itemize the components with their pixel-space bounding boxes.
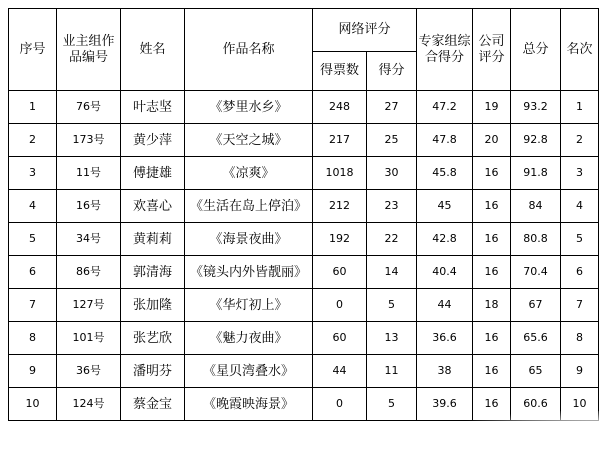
row-votes: 44 — [313, 355, 367, 388]
table-row — [9, 157, 599, 190]
row-online-points: 25 — [367, 124, 417, 157]
table-row — [9, 355, 599, 388]
row-votes: 0 — [313, 289, 367, 322]
row-name: 傅捷雄 — [121, 157, 185, 190]
row-rank-no: 2 — [9, 124, 57, 157]
header-name: 姓名 — [121, 9, 185, 91]
row-rank-no: 1 — [9, 91, 57, 124]
row-votes: 0 — [313, 388, 367, 421]
row-work-title: 《星贝湾叠水》 — [185, 355, 313, 388]
row-company-score: 20 — [473, 124, 511, 157]
row-name: 蔡金宝 — [121, 388, 185, 421]
row-place: 6 — [561, 256, 599, 289]
row-entry-no: 101号 — [57, 322, 121, 355]
row-votes: 1018 — [313, 157, 367, 190]
row-company-score: 19 — [473, 91, 511, 124]
row-company-score: 18 — [473, 289, 511, 322]
row-online-points: 13 — [367, 322, 417, 355]
row-rank-no: 7 — [9, 289, 57, 322]
row-total: 65 — [511, 355, 561, 388]
row-expert-score: 44 — [417, 289, 473, 322]
table-row — [9, 289, 599, 322]
header-votes: 得票数 — [313, 52, 367, 91]
row-name: 潘明芬 — [121, 355, 185, 388]
row-work-title: 《华灯初上》 — [185, 289, 313, 322]
row-online-points: 22 — [367, 223, 417, 256]
row-work-title: 《镜头内外皆靓丽》 — [185, 256, 313, 289]
row-rank-no: 10 — [9, 388, 57, 421]
table-header — [9, 9, 599, 91]
row-company-score: 16 — [473, 256, 511, 289]
row-total: 93.2 — [511, 91, 561, 124]
table-row — [9, 190, 599, 223]
header-expert-score: 专家组综合得分 — [417, 9, 473, 91]
row-place: 5 — [561, 223, 599, 256]
row-expert-score: 40.4 — [417, 256, 473, 289]
row-votes: 217 — [313, 124, 367, 157]
row-place: 4 — [561, 190, 599, 223]
header-online-points: 得分 — [367, 52, 417, 91]
row-entry-no: 36号 — [57, 355, 121, 388]
row-votes: 212 — [313, 190, 367, 223]
header-online-score-group: 网络评分 — [313, 9, 417, 52]
row-votes: 192 — [313, 223, 367, 256]
row-online-points: 30 — [367, 157, 417, 190]
row-work-title: 《凉爽》 — [185, 157, 313, 190]
row-online-points: 23 — [367, 190, 417, 223]
row-work-title: 《天空之城》 — [185, 124, 313, 157]
row-rank-no: 4 — [9, 190, 57, 223]
table-row — [9, 124, 599, 157]
row-rank-no: 6 — [9, 256, 57, 289]
row-name: 黄莉莉 — [121, 223, 185, 256]
row-total: 80.8 — [511, 223, 561, 256]
row-total: 67 — [511, 289, 561, 322]
row-rank-no: 3 — [9, 157, 57, 190]
row-place: 9 — [561, 355, 599, 388]
row-total: 91.8 — [511, 157, 561, 190]
row-rank-no: 5 — [9, 223, 57, 256]
row-votes: 60 — [313, 256, 367, 289]
table-body — [9, 91, 599, 421]
row-company-score: 16 — [473, 157, 511, 190]
row-name: 叶志坚 — [121, 91, 185, 124]
row-work-title: 《梦里水乡》 — [185, 91, 313, 124]
row-total: 84 — [511, 190, 561, 223]
header-work-title: 作品名称 — [185, 9, 313, 91]
row-expert-score: 36.6 — [417, 322, 473, 355]
header-entry-no: 业主组作品编号 — [57, 9, 121, 91]
row-entry-no: 34号 — [57, 223, 121, 256]
row-entry-no: 127号 — [57, 289, 121, 322]
row-online-points: 27 — [367, 91, 417, 124]
row-entry-no: 11号 — [57, 157, 121, 190]
row-expert-score: 45.8 — [417, 157, 473, 190]
row-online-points: 5 — [367, 289, 417, 322]
row-work-title: 《海景夜曲》 — [185, 223, 313, 256]
header-total: 总分 — [511, 9, 561, 91]
row-place: 2 — [561, 124, 599, 157]
row-work-title: 《生活在岛上停泊》 — [185, 190, 313, 223]
row-entry-no: 86号 — [57, 256, 121, 289]
row-rank-no: 8 — [9, 322, 57, 355]
row-entry-no: 173号 — [57, 124, 121, 157]
table-row — [9, 223, 599, 256]
row-name: 郭清海 — [121, 256, 185, 289]
row-total: 60.6 — [511, 388, 561, 421]
row-place: 3 — [561, 157, 599, 190]
row-total: 65.6 — [511, 322, 561, 355]
row-online-points: 11 — [367, 355, 417, 388]
row-company-score: 16 — [473, 190, 511, 223]
row-company-score: 16 — [473, 355, 511, 388]
row-place: 7 — [561, 289, 599, 322]
results-table — [8, 8, 599, 421]
row-expert-score: 39.6 — [417, 388, 473, 421]
row-work-title: 《晚霞映海景》 — [185, 388, 313, 421]
row-company-score: 16 — [473, 388, 511, 421]
row-expert-score: 47.2 — [417, 91, 473, 124]
row-expert-score: 42.8 — [417, 223, 473, 256]
row-votes: 248 — [313, 91, 367, 124]
row-online-points: 5 — [367, 388, 417, 421]
row-entry-no: 16号 — [57, 190, 121, 223]
row-rank-no: 9 — [9, 355, 57, 388]
row-name: 张加隆 — [121, 289, 185, 322]
table-row — [9, 91, 599, 124]
row-company-score: 16 — [473, 322, 511, 355]
table-row — [9, 388, 599, 421]
row-place: 8 — [561, 322, 599, 355]
row-name: 张艺欣 — [121, 322, 185, 355]
row-name: 黄少萍 — [121, 124, 185, 157]
row-company-score: 16 — [473, 223, 511, 256]
row-entry-no: 76号 — [57, 91, 121, 124]
table-row — [9, 322, 599, 355]
header-company-score: 公司评分 — [473, 9, 511, 91]
row-total: 70.4 — [511, 256, 561, 289]
row-name: 欢喜心 — [121, 190, 185, 223]
row-expert-score: 38 — [417, 355, 473, 388]
row-place: 10 — [561, 388, 599, 421]
table-row — [9, 256, 599, 289]
row-work-title: 《魅力夜曲》 — [185, 322, 313, 355]
row-entry-no: 124号 — [57, 388, 121, 421]
row-total: 92.8 — [511, 124, 561, 157]
row-place: 1 — [561, 91, 599, 124]
row-expert-score: 47.8 — [417, 124, 473, 157]
row-online-points: 14 — [367, 256, 417, 289]
header-rank-no: 序号 — [9, 9, 57, 91]
header-place: 名次 — [561, 9, 599, 91]
row-votes: 60 — [313, 322, 367, 355]
row-expert-score: 45 — [417, 190, 473, 223]
